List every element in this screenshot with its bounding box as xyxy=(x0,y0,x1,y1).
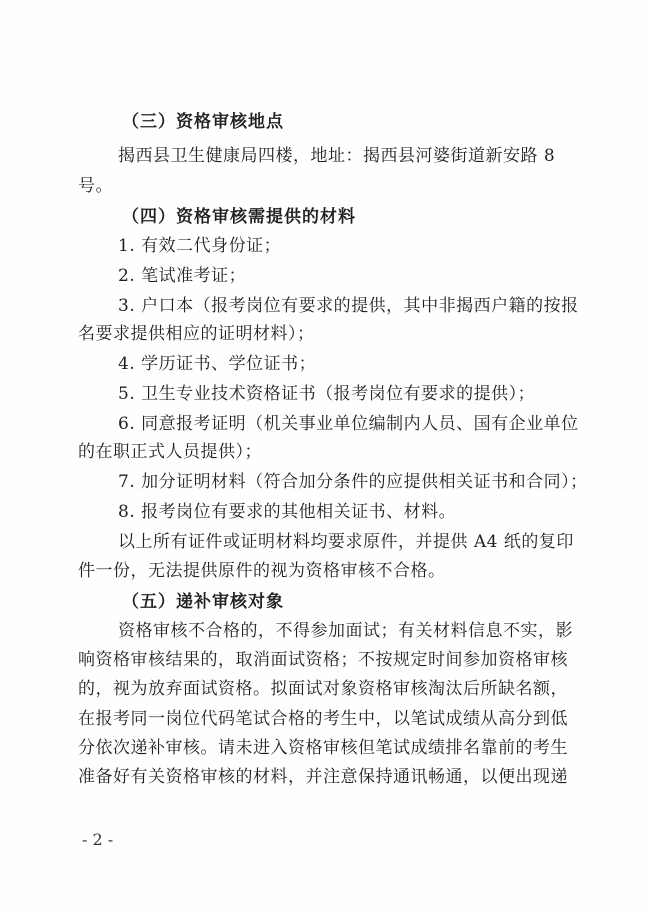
list-item: 6. 同意报考证明（机关事业单位编制内人员、国有企业单位 xyxy=(118,414,579,434)
paragraph-line: 准备好有关资格审核的材料，并注意保持通讯畅通，以便出现递 xyxy=(78,767,568,787)
section-5-heading: （五）递补审核对象 xyxy=(122,592,284,612)
paragraph-line: 在报考同一岗位代码笔试合格的考生中，以笔试成绩从高分到低 xyxy=(78,709,568,729)
paragraph-line: 资格审核不合格的，不得参加面试；有关材料信息不实，影 xyxy=(118,621,573,641)
list-item-continuation: 名要求提供相应的证明材料）； xyxy=(78,324,315,344)
list-item: 5. 卫生专业技术资格证书（报考岗位有要求的提供）； xyxy=(118,384,536,404)
section-3-line-1: 揭西县卫生健康局四楼，地址：揭西县河婆街道新安路 8 xyxy=(118,146,556,166)
note-line-1: 以上所有证件或证明材料均要求原件，并提供 A4 纸的复印 xyxy=(118,532,574,552)
list-item: 4. 学历证书、学位证书； xyxy=(118,354,317,374)
list-item: 2. 笔试准考证； xyxy=(118,266,247,286)
list-item: 7. 加分证明材料（符合加分条件的应提供相关证书和合同）； xyxy=(118,472,588,492)
list-item: 1. 有效二代身份证； xyxy=(118,236,282,256)
note-line-2: 件一份，无法提供原件的视为资格审核不合格。 xyxy=(78,561,446,581)
section-3-line-2: 号。 xyxy=(78,176,113,196)
paragraph-line: 分依次递补审核。请未进入资格审核但笔试成绩排名靠前的考生 xyxy=(78,738,568,758)
section-4-heading: （四）资格审核需提供的材料 xyxy=(122,207,356,227)
list-item: 8. 报考岗位有要求的其他相关证书、材料。 xyxy=(118,502,457,522)
paragraph-line: 的，视为放弃面试资格。拟面试对象资格审核淘汰后所缺名额， xyxy=(78,679,568,699)
page-number: - 2 - xyxy=(82,830,114,849)
paragraph-line: 响资格审核结果的，取消面试资格；不按规定时间参加资格审核 xyxy=(78,650,568,670)
list-item-continuation: 的在职正式人员提供）； xyxy=(78,442,262,462)
list-item: 3. 户口本（报考岗位有要求的提供，其中非揭西户籍的按报 xyxy=(118,296,579,316)
section-3-heading: （三）资格审核地点 xyxy=(122,112,284,132)
